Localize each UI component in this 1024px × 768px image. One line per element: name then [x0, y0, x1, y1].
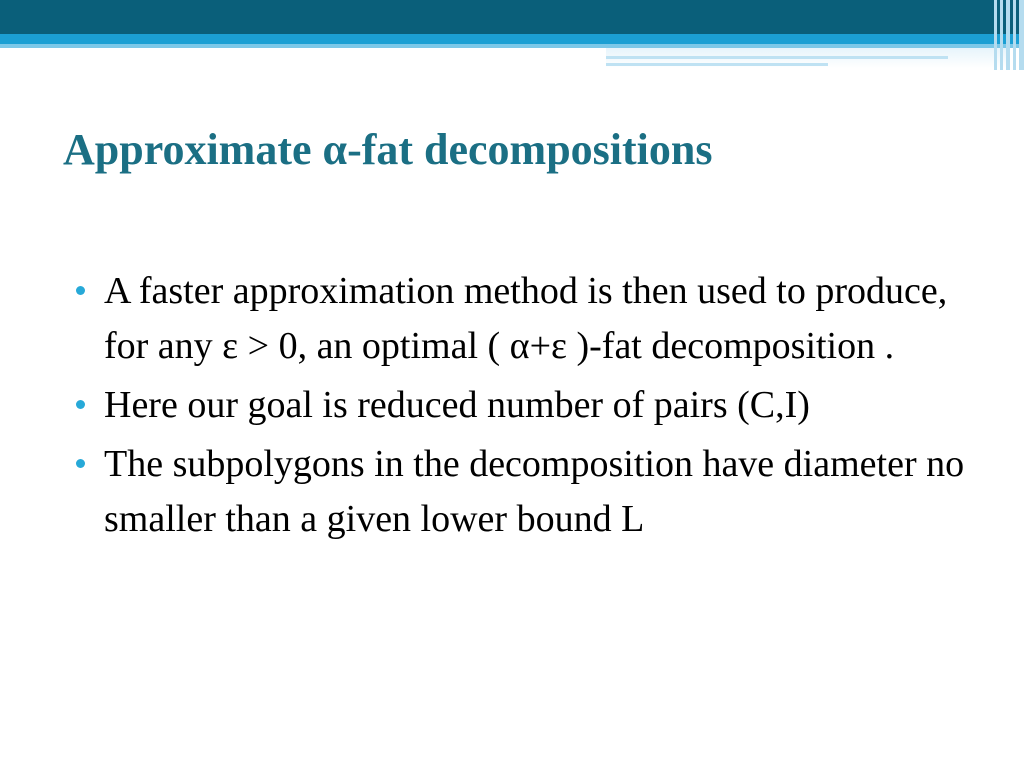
- header-band-light: [0, 34, 1024, 44]
- header-vertical-bars: [994, 0, 1024, 70]
- bullet-dot-icon: [76, 459, 85, 468]
- slide-title: Approximate α-fat decompositions: [63, 125, 713, 174]
- bullet-item: [74, 264, 994, 374]
- header-stripe-long: [606, 56, 948, 59]
- bullet-text: A faster approximation method is then used to produce, for any ε > 0, an optimal ( α+ε )-fat decomposition .: [104, 270, 948, 367]
- bullet-item: [74, 437, 994, 547]
- header-band-dark: [0, 0, 1024, 34]
- bullet-dot-icon: [76, 400, 85, 409]
- bullet-dot-icon: [76, 286, 85, 295]
- bullet-item: [74, 378, 994, 433]
- bullet-text: Here our goal is reduced number of pairs (C,I): [104, 384, 810, 426]
- header-stripe-short: [606, 63, 828, 66]
- bullet-text: The subpolygons in the decomposition have diameter no smaller than a given lower bound L: [104, 443, 965, 540]
- bullet-list: [74, 264, 994, 551]
